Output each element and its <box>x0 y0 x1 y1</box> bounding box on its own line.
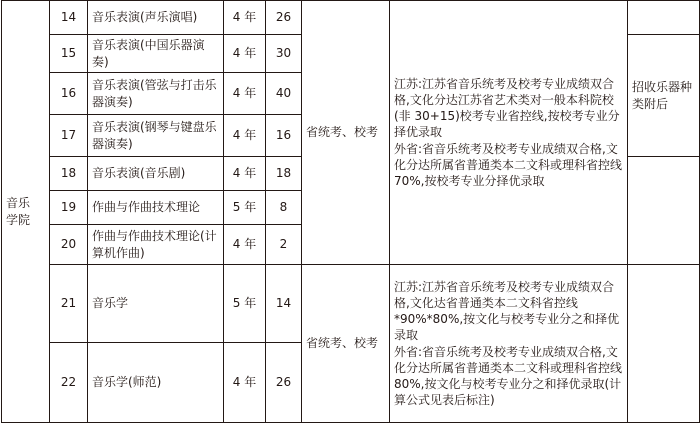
admission-requirement-cell <box>390 1 628 265</box>
study-years: 4 年 <box>224 225 266 265</box>
enrollment-plan: 2 <box>266 225 302 265</box>
major-name: 音乐表演(钢琴与键盘乐器演奏) <box>88 115 224 157</box>
major-name: 音乐学 <box>88 265 224 343</box>
exam-type-cell: 省统考、校考 <box>302 1 390 265</box>
study-years: 4 年 <box>224 73 266 115</box>
enrollment-plan: 30 <box>266 35 302 73</box>
table-row <box>2 1 700 35</box>
enrollment-plan: 40 <box>266 73 302 115</box>
note-cell-empty <box>628 1 700 35</box>
college-cell <box>2 1 50 423</box>
study-years: 4 年 <box>224 343 266 423</box>
enrollment-plan: 18 <box>266 157 302 191</box>
admissions-table <box>1 0 700 423</box>
study-years: 4 年 <box>224 35 266 73</box>
college-name-line2: 学院 <box>6 212 31 227</box>
study-years: 4 年 <box>224 157 266 191</box>
major-number: 14 <box>50 1 88 35</box>
major-number: 17 <box>50 115 88 157</box>
major-number: 18 <box>50 157 88 191</box>
study-years: 5 年 <box>224 265 266 343</box>
major-name: 音乐表演(音乐剧) <box>88 157 224 191</box>
requirement-jiangsu: 江苏:江苏省音乐统考及校考专业成绩双合格,文化分达江苏省艺术类对一般本科院校(非 30+15)校考专业省控线,按校考专业分择优录取 <box>394 76 620 140</box>
enrollment-plan: 16 <box>266 115 302 157</box>
major-name: 音乐表演(中国乐器演奏) <box>88 35 224 73</box>
major-number: 15 <box>50 35 88 73</box>
admission-requirement-cell <box>390 265 628 423</box>
major-number: 16 <box>50 73 88 115</box>
college-name-line1: 音乐 <box>6 196 31 211</box>
study-years: 4 年 <box>224 115 266 157</box>
major-name: 作曲与作曲技术理论 <box>88 191 224 225</box>
major-name: 音乐表演(管弦与打击乐器演奏) <box>88 73 224 115</box>
requirement-other-provinces: 外省:省音乐统考及校考专业成绩双合格,文化分达所属省普通类本二文科或理科省控线 80%,按文化与校考专业分之和择优录取(计算公式见表后标注) <box>394 344 623 408</box>
requirement-jiangsu: 江苏:江苏省音乐统考及校考专业成绩双合格,文化达省普通类本二文科省控线*90%*80%,按文化与校考专业分之和择优录取 <box>394 279 620 343</box>
enrollment-plan: 26 <box>266 343 302 423</box>
exam-type-cell: 省统考、校考 <box>302 265 390 423</box>
enrollment-plan: 14 <box>266 265 302 343</box>
major-number: 22 <box>50 343 88 423</box>
major-name: 作曲与作曲技术理论(计算机作曲) <box>88 225 224 265</box>
table-row <box>2 265 700 343</box>
major-number: 20 <box>50 225 88 265</box>
requirement-other-provinces: 外省:省音乐统考及校考专业成绩双合格,文化分达所属省普通类本二文科或理科省控线 70%,按校考专业分择优录取 <box>394 141 623 188</box>
study-years: 4 年 <box>224 1 266 35</box>
study-years: 5 年 <box>224 191 266 225</box>
note-cell: 招收乐器种类附后 <box>628 35 700 157</box>
note-cell-empty <box>628 265 700 423</box>
note-cell-empty <box>628 157 700 265</box>
enrollment-plan: 26 <box>266 1 302 35</box>
major-number: 21 <box>50 265 88 343</box>
major-name: 音乐学(师范) <box>88 343 224 423</box>
enrollment-plan: 8 <box>266 191 302 225</box>
major-name: 音乐表演(声乐演唱) <box>88 1 224 35</box>
major-number: 19 <box>50 191 88 225</box>
